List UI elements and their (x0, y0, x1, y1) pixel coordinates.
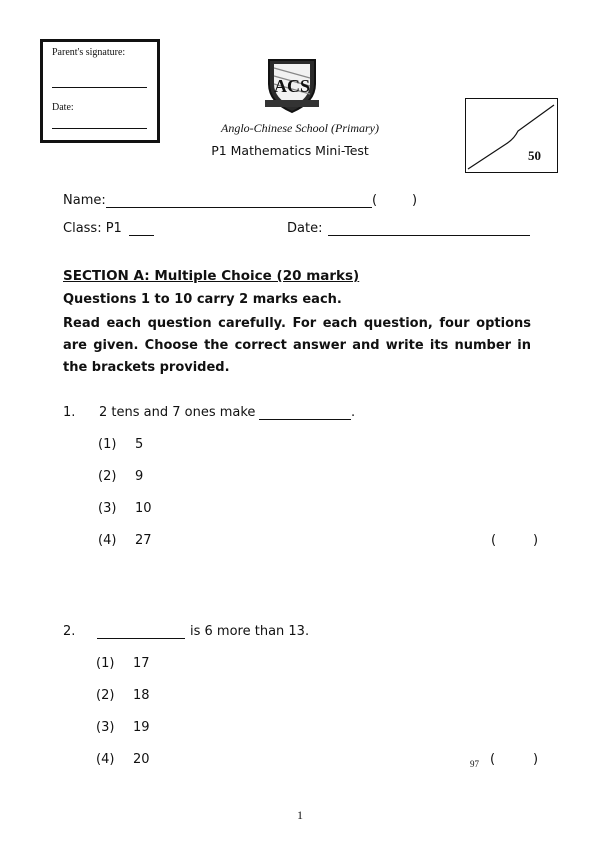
name-label: Name: (63, 193, 106, 208)
date-label: Date: (287, 221, 323, 236)
q1-answer-close-paren: ) (533, 533, 539, 548)
score-total: 50 (528, 148, 541, 163)
parent-date-label: Date: (52, 102, 74, 113)
class-number-close-paren: ) (412, 193, 418, 208)
q1-option-2-val: 9 (135, 469, 144, 484)
q1-option-1-val: 5 (135, 437, 144, 452)
parent-signature-line[interactable] (52, 87, 147, 88)
section-subtitle: Questions 1 to 10 carry 2 marks each. (63, 292, 342, 307)
q1-option-3-val: 10 (135, 501, 152, 516)
section-title: SECTION A: Multiple Choice (20 marks) (63, 268, 360, 284)
test-title: P1 Mathematics Mini-Test (211, 143, 369, 158)
parent-date-line[interactable] (52, 128, 147, 129)
q1-option-1-num: (1) (98, 437, 117, 452)
question-2-blank[interactable] (97, 638, 185, 639)
question-2-text: is 6 more than 13. (190, 624, 310, 639)
class-field[interactable] (129, 235, 154, 236)
question-1-period: . (351, 405, 356, 420)
school-name: Anglo-Chinese School (Primary) (221, 121, 379, 135)
q2-option-1-num: (1) (96, 656, 115, 671)
q1-option-4-val: 27 (135, 533, 152, 548)
q1-option-2-num: (2) (98, 469, 117, 484)
section-instructions: Read each question carefully. For each question, four options are given. Choose the correct answer and write its number in the brackets provided. (63, 316, 531, 375)
question-2-number: 2. (63, 624, 76, 639)
q2-option-2-val: 18 (133, 688, 150, 703)
q2-answer-open-paren: ( (490, 752, 496, 767)
school-crest-logo (261, 54, 323, 116)
class-label: Class: P1 (63, 221, 122, 236)
q2-answer-bracket[interactable] (499, 750, 529, 768)
q1-answer-open-paren: ( (491, 533, 497, 548)
parent-signature-label: Parent's signature: (52, 47, 126, 58)
parent-signature-box (40, 39, 160, 143)
q1-option-3-num: (3) (98, 501, 117, 516)
question-1-blank[interactable] (259, 419, 351, 420)
question-1-text: 2 tens and 7 ones make (99, 405, 256, 420)
page-number: 1 (297, 808, 303, 822)
q2-option-4-num: (4) (96, 752, 115, 767)
q2-option-3-num: (3) (96, 720, 115, 735)
q2-option-4-val: 20 (133, 752, 150, 767)
crest-letters: ACS (273, 76, 311, 96)
name-field[interactable] (106, 207, 372, 208)
q2-option-1-val: 17 (133, 656, 150, 671)
question-1-number: 1. (63, 405, 76, 420)
q2-answer-close-paren: ) (533, 752, 539, 767)
q1-answer-bracket[interactable] (500, 531, 530, 549)
class-number-open-paren: ( (372, 193, 378, 208)
q2-option-3-val: 19 (133, 720, 150, 735)
q2-handwritten-mark: 97 (470, 759, 479, 769)
q1-option-4-num: (4) (98, 533, 117, 548)
score-box (465, 98, 558, 173)
date-field[interactable] (328, 235, 530, 236)
q2-option-2-num: (2) (96, 688, 115, 703)
